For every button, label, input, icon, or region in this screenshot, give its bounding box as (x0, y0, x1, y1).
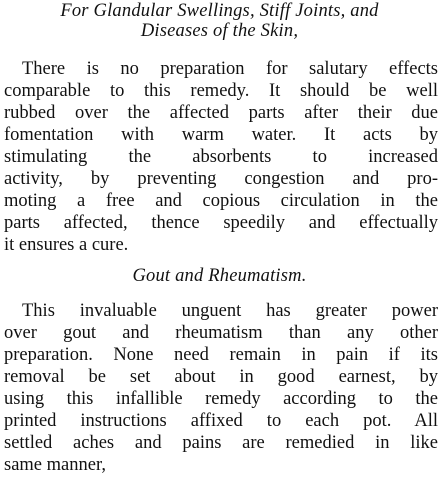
paragraph-line: it ensures a cure. (4, 235, 129, 255)
paragraph-line: preparation. None need remain in pain if its (4, 345, 438, 365)
paragraph-line: fomentation with warm water. It acts by (4, 125, 438, 145)
paragraph-line: removal be set about in good earnest, by (4, 367, 438, 387)
paragraph-line: stimulating the absorbents to increased (4, 147, 438, 167)
paragraph-line: moting a free and copious circulation in the (4, 191, 438, 211)
section-heading-line-2: Diseases of the Skin, (140, 21, 299, 41)
paragraph-line: same manner, (4, 455, 106, 475)
section-heading-gout: Gout and Rheumatism. (132, 266, 307, 286)
paragraph-line: using this infallible remedy according to the (4, 389, 438, 409)
paragraph-line: settled aches and pains are remedied in like (4, 433, 438, 453)
paragraph-line: There is no preparation for salutary effects (22, 59, 438, 79)
paragraph-line: rubbed over the affected parts after their due (4, 103, 438, 123)
paragraph-line: over gout and rheumatism than any other (4, 323, 438, 343)
paragraph-line: This invaluable unguent has greater power (22, 301, 438, 321)
paragraph-line: parts affected, thence speedily and effectually (4, 213, 438, 233)
paragraph-line: printed instructions affixed to each pot. All (4, 411, 438, 431)
paragraph-line: activity, by preventing congestion and pro- (4, 169, 438, 189)
section-heading-line-1: For Glandular Swellings, Stiff Joints, and (60, 1, 379, 21)
paragraph-line: comparable to this remedy. It should be well (4, 81, 438, 101)
